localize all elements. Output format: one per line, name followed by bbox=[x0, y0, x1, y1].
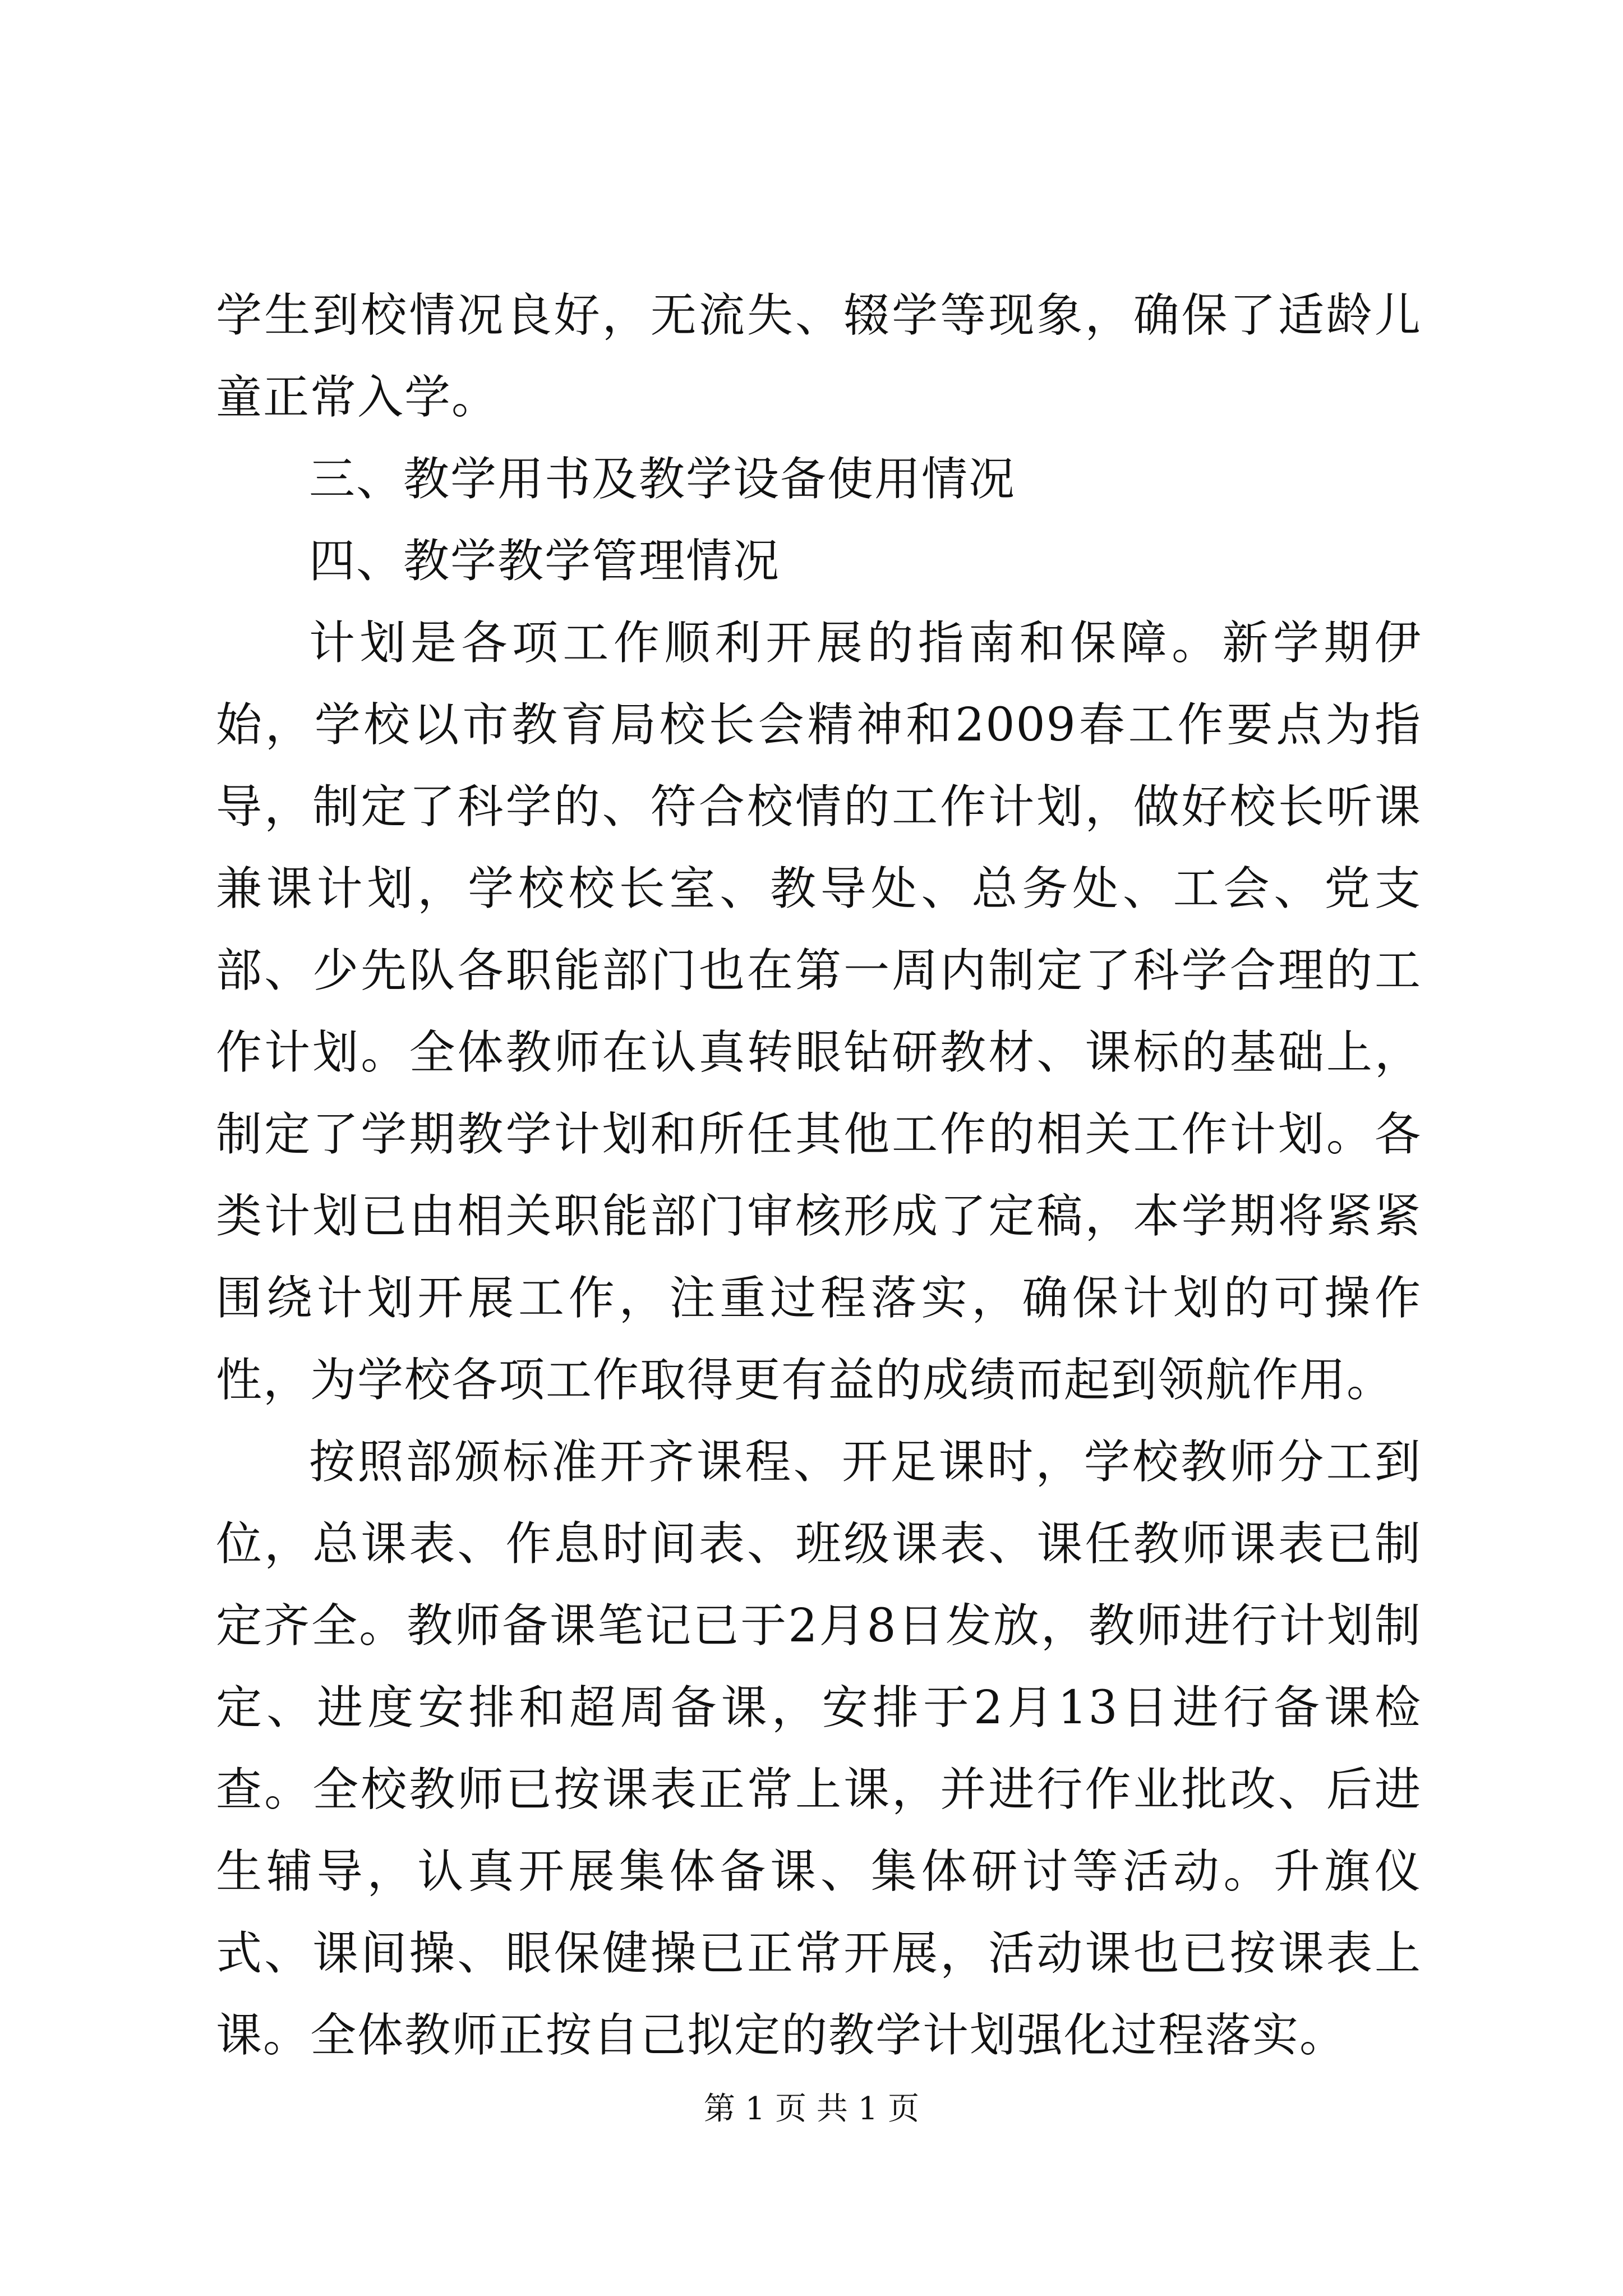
paragraph-attendance: 学生到校情况良好，无流失、辍学等现象，确保了适龄儿童正常入学。 bbox=[216, 289, 1422, 424]
heading-section-three: 三、教学用书及教学设备使用情况 bbox=[309, 453, 1016, 506]
page-footer: 第 1 页 共 1 页 bbox=[703, 2091, 920, 2127]
paragraph-planning: 计划是各项工作顺利开展的指南和保障。新学期伊始，学校以市教育局校长会精神和2009春工作要点为指导，制定了科学的、符合校情的工作计划，做好校长听课兼课计划，学校校长室、教导处、总务处、工会、党支部、少先队各职能部门也在第一周内制定了科学合理的工作计划。全体教师在认真转眼钻研教材、课标的基础上，制定了学期教学计划和所任其他工作的相关工作计划。各类计划已由相关职能部门审核形成了定稿，本学期将紧紧围绕计划开展工作，注重过程落实，确保计划的可操作性，为学校各项工作取得更有益的成绩而起到领航作用。 bbox=[216, 616, 1422, 1407]
document-body bbox=[216, 275, 1422, 2077]
paragraph-curriculum: 按照部颁标准开齐课程、开足课时，学校教师分工到位，总课表、作息时间表、班级课表、课任教师课表已制定齐全。教师备课笔记已于2月8日发放，教师进行计划制定、进度安排和超周备课，安排于2月13日进行备课检查。全校教师已按课表正常上课，并进行作业批改、后进生辅导，认真开展集体备课、集体研讨等活动。升旗仪式、课间操、眼保健操已正常开展，活动课也已按课表上课。全体教师正按自己拟定的教学计划强化过程落实。 bbox=[216, 1435, 1422, 2062]
heading-section-four: 四、教学教学管理情况 bbox=[309, 535, 781, 588]
